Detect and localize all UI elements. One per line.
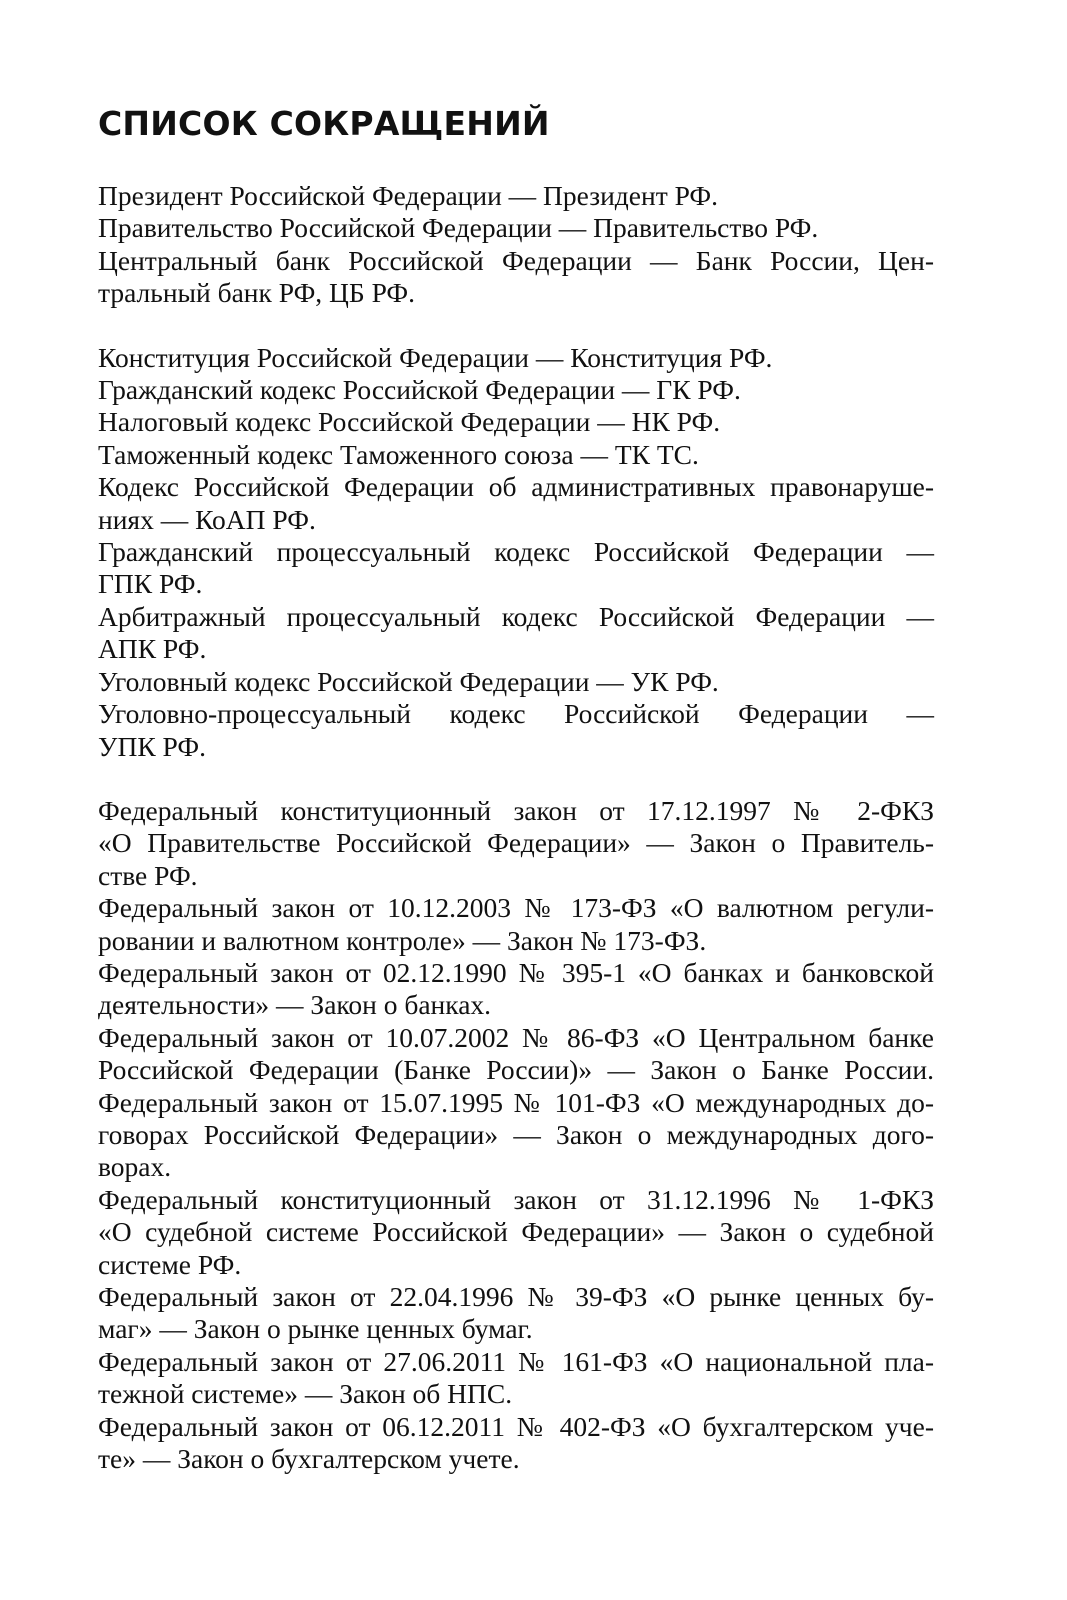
text-line: Налоговый кодекс Российской Федерации — НК РФ. xyxy=(98,406,721,438)
text-line: ровании и валютном контроле» — Закон № 173-ФЗ. xyxy=(98,924,707,956)
abbreviation-section xyxy=(98,342,934,763)
text-line: Центральный банк Российской Федерации — Банк России, Цен- xyxy=(98,244,934,276)
text-line: стве РФ. xyxy=(98,859,198,891)
text-line: ниях — КоАП РФ. xyxy=(98,503,316,535)
text-line: системе РФ. xyxy=(98,1248,242,1280)
text-line: Федеральный конституционный закон от 17.12.1997 № 2-ФКЗ xyxy=(98,794,934,826)
text-line: тежной системе» — Закон об НПС. xyxy=(98,1378,513,1410)
page-title: СПИСОК СОКРАЩЕНИЙ xyxy=(98,104,550,143)
text-line: Федеральный закон от 15.07.1995 № 101-ФЗ «О международных до- xyxy=(98,1086,934,1118)
text-line: Президент Российской Федерации — Президент РФ. xyxy=(98,180,719,211)
text-line: Федеральный закон от 10.07.2002 № 86-ФЗ «О Центральном банке xyxy=(98,1021,934,1053)
text-line: Кодекс Российской Федерации об административных правонаруше- xyxy=(98,471,934,503)
text-line: Федеральный конституционный закон от 31.12.1996 № 1-ФКЗ xyxy=(98,1183,934,1215)
text-line: Уголовный кодекс Российской Федерации — УК РФ. xyxy=(98,665,719,697)
text-line: Федеральный закон от 22.04.1996 № 39-ФЗ «О рынке ценных бу- xyxy=(98,1281,934,1312)
text-line: ГПК РФ. xyxy=(98,568,203,600)
text-line: говорах Российской Федерации» — Закон о международных дого- xyxy=(98,1118,934,1150)
text-line: деятельности» — Закон о банках. xyxy=(98,989,492,1021)
abbreviation-section xyxy=(98,795,934,1476)
text-line: «О судебной системе Российской Федерации» — Закон о судебной xyxy=(98,1216,934,1248)
text-line: Уголовно-процессуальный кодекс Российской Федерации — xyxy=(98,698,934,730)
text-line: маг» — Закон о рынке ценных бумаг. xyxy=(98,1313,533,1345)
text-line: те» — Закон о бухгалтерском учете. xyxy=(98,1443,520,1475)
text-line: тральный банк РФ, ЦБ РФ. xyxy=(98,277,416,309)
text-line: Федеральный закон от 27.06.2011 № 161-ФЗ «О национальной пла- xyxy=(98,1345,934,1377)
text-line: Федеральный закон от 02.12.1990 № 395-1 «О банках и банковской xyxy=(98,956,934,988)
text-line: УПК РФ. xyxy=(98,730,206,762)
abbreviations-list xyxy=(98,180,934,1475)
text-line: Арбитражный процессуальный кодекс Российской Федерации — xyxy=(98,600,934,632)
text-line: Федеральный закон от 10.12.2003 № 173-ФЗ «О валютном регули- xyxy=(98,892,934,924)
text-line: Конституция Российской Федерации — Конституция РФ. xyxy=(98,341,773,373)
text-line: «О Правительстве Российской Федерации» — Закон о Правитель- xyxy=(98,827,934,859)
text-line: Гражданский кодекс Российской Федерации — ГК РФ. xyxy=(98,374,741,406)
text-line: Российской Федерации (Банке России)» — Закон о Банке России. xyxy=(98,1054,934,1086)
text-line: Таможенный кодекс Таможенного союза — ТК ТС. xyxy=(98,438,699,470)
text-line: Правительство Российской Федерации — Правительство РФ. xyxy=(98,212,819,244)
document-page xyxy=(98,98,934,1475)
text-line: Гражданский процессуальный кодекс Российской Федерации — xyxy=(98,536,934,568)
text-line: АПК РФ. xyxy=(98,633,207,665)
text-line: Федеральный закон от 06.12.2011 № 402-ФЗ «О бухгалтерском уче- xyxy=(98,1410,934,1442)
text-line: ворах. xyxy=(98,1151,172,1183)
abbreviation-section xyxy=(98,180,934,310)
